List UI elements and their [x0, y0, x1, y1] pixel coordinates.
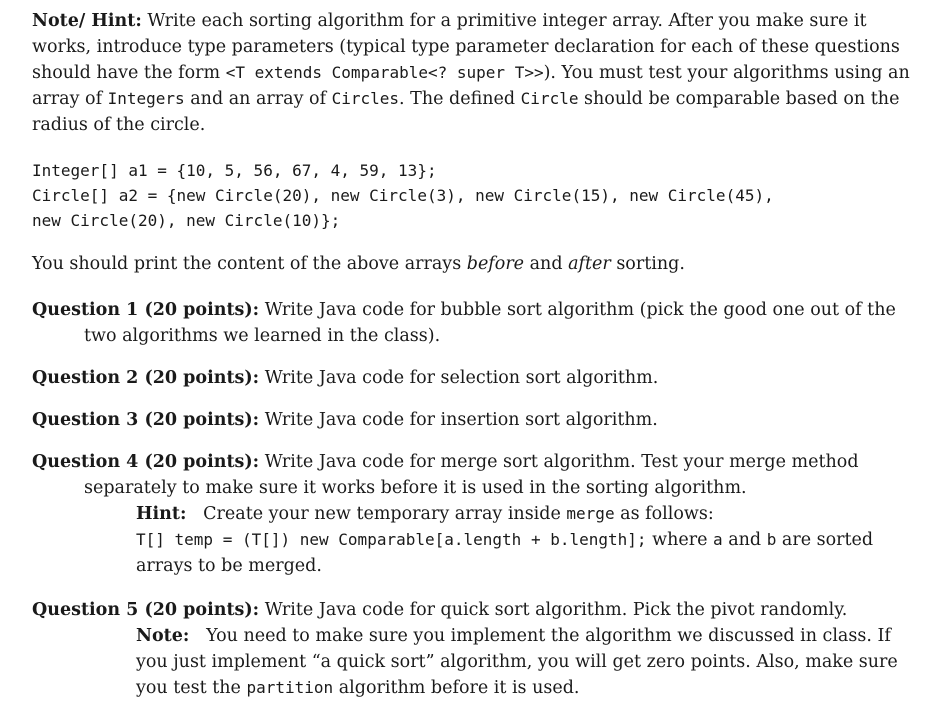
- question-5: [32, 597, 917, 701]
- question-heading: Question 3 (20 points):: [32, 410, 260, 430]
- question-text: Write Java code for merge sort algorithm. Test your merge method separately to make sure it works before it is used in the sorting algorithm.: [84, 452, 859, 498]
- question-heading: Question 1 (20 points):: [32, 300, 260, 320]
- note-label: Note/ Hint:: [32, 11, 142, 31]
- question-4: [32, 449, 917, 579]
- note-label: Note:: [136, 626, 190, 646]
- note-paragraph: Note/ Hint: Write each sorting algorithm for a primitive integer array. After you make sure it works, introduce type parameters (typical type parameter declaration for each of these questions should have the form <T extends Comparable<? super T>>). You must test your algorithms using an array of Integers and an array of Circles. The defined Circle should be comparable based on the radius of the circle.: [32, 11, 910, 135]
- hint-label: Hint:: [136, 504, 187, 524]
- question-1: [32, 297, 917, 349]
- code-line: new Circle(20), new Circle(10)};: [32, 211, 341, 230]
- question-2: [32, 365, 917, 391]
- question-3: [32, 407, 917, 433]
- question-heading: Question 5 (20 points):: [32, 600, 260, 620]
- question-text: Write Java code for insertion sort algorithm.: [264, 410, 658, 430]
- array-code-block: [32, 158, 917, 233]
- question-text: Write Java code for quick sort algorithm. Pick the pivot randomly.: [264, 600, 848, 620]
- question-text: Write Java code for selection sort algorithm.: [264, 368, 659, 388]
- quicksort-note: Note: You need to make sure you implement the algorithm we discussed in class. If you just implement “a quick sort” algorithm, you will get zero points. Also, make sure you test the partition algorithm before it is used.: [136, 626, 898, 698]
- print-instruction: You should print the content of the above arrays before and after sorting.: [32, 254, 685, 274]
- question-text: Write Java code for bubble sort algorithm (pick the good one out of the two algorithms we learned in the class).: [84, 300, 896, 346]
- code-line: Integer[] a1 = {10, 5, 56, 67, 4, 59, 13};: [32, 161, 437, 180]
- type-declaration: <T extends Comparable<? super T>>: [225, 63, 544, 82]
- question-heading: Question 2 (20 points):: [32, 368, 260, 388]
- temp-array-code: T[] temp = (T[]) new Comparable[a.length + b.length];: [136, 530, 647, 549]
- merge-hint: Hint: Create your new temporary array inside merge as follows: T[] temp = (T[]) new Comparable[a.length + b.length]; where a and b are sorted arrays to be merged.: [136, 504, 874, 576]
- code-line: Circle[] a2 = {new Circle(20), new Circle(3), new Circle(15), new Circle(45),: [32, 186, 774, 205]
- question-heading: Question 4 (20 points):: [32, 452, 260, 472]
